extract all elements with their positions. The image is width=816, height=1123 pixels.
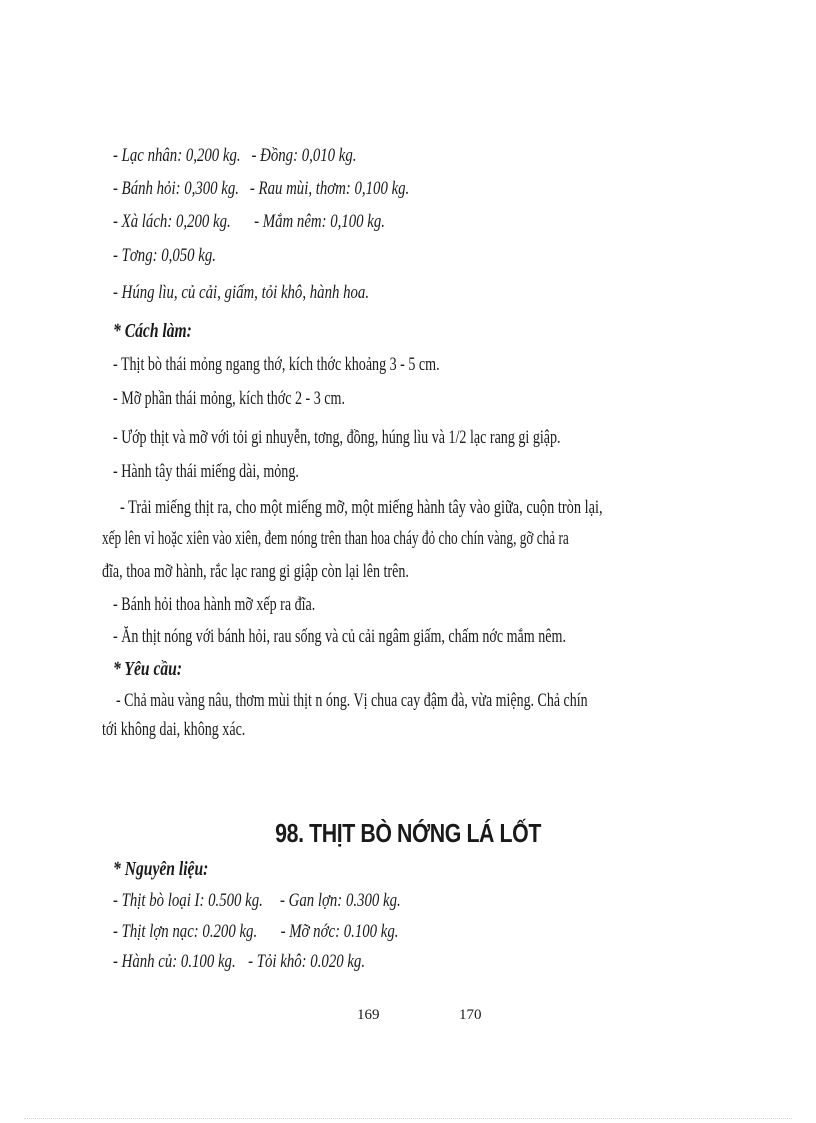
method-line: xếp lên vỉ hoặc xiên vào xiên, đem nóng trên than hoa cháy đỏ cho chín vàng, gỡ chả ra — [102, 528, 569, 549]
recipe-title: 98. THỊT BÒ NỚNG LÁ LỐT — [275, 818, 541, 848]
method-line: - Trải miếng thịt ra, cho một miếng mỡ, một miếng hành tây vào giữa, cuộn tròn lại, — [120, 497, 603, 518]
ingredients-heading: * Nguyên liệu: — [113, 858, 209, 880]
ingredient-item: - Bánh hỏi: 0,300 kg. — [113, 178, 239, 199]
requirement-heading: * Yêu cầu: — [113, 658, 183, 680]
method-line: - Mỡ phần thái mỏng, kích thớc 2 - 3 cm. — [113, 388, 345, 409]
requirement-line: tới không dai, không xác. — [102, 719, 246, 740]
page-number: 169 — [357, 1007, 380, 1023]
ingredient-line — [113, 244, 216, 268]
ingredient-item: - Lạc nhân: 0,200 kg. — [113, 145, 241, 166]
method-line: - Thịt bò thái mỏng ngang thớ, kích thớc khoảng 3 - 5 cm. — [113, 354, 440, 375]
method-line: - Ướp thịt và mỡ với tỏi gi nhuyễn, tơng, đồng, húng lìu và 1/2 lạc rang gi giập. — [113, 427, 561, 448]
ingredient-line — [113, 281, 369, 305]
ingredient-item: - Thịt bò loại I: 0.500 kg. — [113, 890, 263, 911]
ingredient-item: - Tơng: 0,050 kg. — [113, 245, 216, 266]
method-line: - Ăn thịt nóng với bánh hỏi, rau sống và củ cải ngâm giấm, chấm nớc mắm nêm. — [113, 626, 566, 647]
page-number: 170 — [459, 1007, 482, 1023]
ingredient-item: - Xà lách: 0,200 kg. — [113, 211, 231, 232]
method-line: đĩa, thoa mỡ hành, rắc lạc rang gi giập còn lại lên trên. — [102, 561, 409, 582]
ingredient-item: - Rau mùi, thơm: 0,100 kg. — [249, 178, 410, 199]
ingredient-line — [113, 889, 401, 913]
ingredient-line — [113, 177, 409, 201]
ingredient-item: - Tỏi khô: 0.020 kg. — [248, 951, 366, 972]
ingredient-item: - Hành củ: 0.100 kg. — [113, 951, 236, 972]
ingredient-line — [113, 920, 398, 944]
ingredient-line — [113, 210, 385, 234]
ingredient-item: - Gan lợn: 0.300 kg. — [280, 890, 401, 911]
ingredient-item: - Húng lìu, củ cải, giấm, tỏi khô, hành hoa. — [113, 282, 370, 303]
ingredient-item: - Đồng: 0,010 kg. — [251, 145, 357, 166]
ingredient-item: - Thịt lợn nạc: 0.200 kg. — [113, 921, 258, 942]
page-bottom-divider — [24, 1118, 792, 1119]
ingredient-line — [113, 144, 356, 168]
ingredient-line — [113, 950, 365, 974]
ingredient-item: - Mắm nêm: 0,100 kg. — [254, 211, 385, 232]
method-line: - Hành tây thái miếng dài, mỏng. — [113, 461, 299, 482]
requirement-line: - Chả màu vàng nâu, thơm mùi thịt n óng. Vị chua cay đậm đà, vừa miệng. Chả chín — [116, 690, 588, 711]
ingredient-item: - Mỡ nớc: 0.100 kg. — [280, 921, 399, 942]
method-line: - Bánh hỏi thoa hành mỡ xếp ra đĩa. — [113, 594, 316, 615]
method-heading: * Cách làm: — [113, 320, 192, 342]
